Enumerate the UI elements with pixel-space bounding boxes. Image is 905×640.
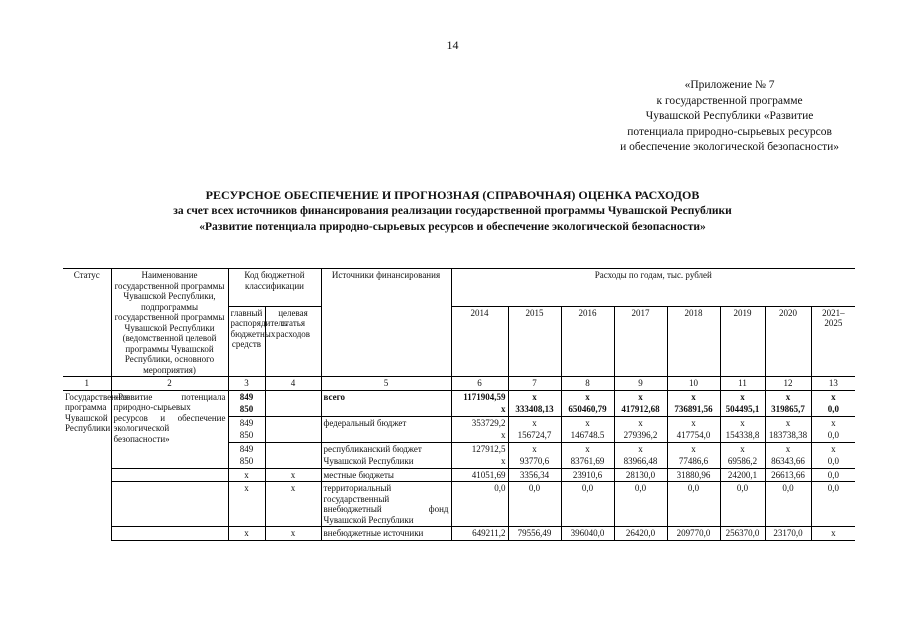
column-number: 12 [765,377,811,391]
source-cell: федеральный бюджет [321,416,451,429]
grbs-cell: x [228,482,265,527]
table-row [63,527,855,541]
value-cell: 3356,34 [508,468,561,482]
grbs-cell: 849 [228,390,265,403]
target-cell: x [265,527,321,541]
header-year: 2018 [667,306,720,376]
value-cell: 23910,6 [561,468,614,482]
value-cell: x [667,442,720,455]
appendix-line: потенциала природно-сырьевых ресурсов [627,125,832,138]
document-title [0,187,905,235]
target-cell [265,403,321,416]
header-name: Наименование государственной программы Чувашской Республики, подпрограммы государственной программы Чувашской Республики (ведомственной целевой программы Чувашской Республики, основного мероприятия) [111,269,228,377]
value-cell: x [765,390,811,403]
value-cell: x [451,403,508,416]
value-cell: x [451,429,508,442]
appendix-line: и обеспечение экологической безопасности» [620,141,839,153]
value-cell: 0,0 [811,429,855,442]
target-cell [265,442,321,455]
value-cell: x [614,390,667,403]
value-cell: 86343,66 [765,455,811,468]
value-cell: 0,0 [720,482,765,527]
value-cell: 1171904,59 [451,390,508,403]
value-cell: 0,0 [765,482,811,527]
program-name-cell [111,482,228,527]
header-code: Код бюджетной классификации [228,269,321,307]
value-cell: x [831,391,836,402]
value-cell: x [831,443,836,454]
column-number: 4 [265,377,321,391]
source-cell [321,429,451,442]
value-cell: 83966,48 [614,455,667,468]
appendix-note [620,78,839,156]
value-cell: 26613,66 [765,468,811,482]
program-name-cell [111,468,228,482]
header-year: 2015 [508,306,561,376]
value-cell: x [614,442,667,455]
value-cell: 24200,1 [720,468,765,482]
program-name-cell [111,527,228,541]
value-cell: x [508,442,561,455]
column-number: 8 [561,377,614,391]
column-number: 10 [667,377,720,391]
value-cell: x [508,416,561,429]
value-cell: x [720,442,765,455]
value-cell: 156724,7 [508,429,561,442]
header-year: 2019 [720,306,765,376]
value-cell: x [720,416,765,429]
value-cell: 31880,96 [667,468,720,482]
value-cell: 28130,0 [614,468,667,482]
value-cell: 79556,49 [508,527,561,541]
value-cell: x [561,390,614,403]
column-number-row [63,377,855,391]
grbs-cell: 850 [228,403,265,416]
header-expenses: Расходы по годам, тыс. рублей [451,269,855,307]
value-cell: 41051,69 [451,468,508,482]
value-cell: 0,0 [451,482,508,527]
value-cell: 23170,0 [765,527,811,541]
column-number: 5 [321,377,451,391]
header-row [63,269,855,307]
value-cell: 127912,5 [451,442,508,455]
value-cell: x [667,416,720,429]
column-number: 11 [720,377,765,391]
title-subtitle: «Развитие потенциала природно-сырьевых ресурсов и обеспечение экологической безопасности» [199,221,706,233]
value-cell: 396040,0 [561,527,614,541]
target-cell [265,416,321,429]
value-cell: 0,0 [561,482,614,527]
value-cell: 504495,1 [720,403,765,416]
value-cell: x [561,416,614,429]
header-status: Статус [63,269,111,377]
value-cell: x [614,416,667,429]
value-cell: 0,0 [614,482,667,527]
value-cell: x [451,455,508,468]
source-cell: территориальный государственный внебюджетный фонд Чувашской Республики [321,482,451,527]
value-cell: 0,0 [811,403,855,416]
table-row [63,482,855,527]
target-cell [265,455,321,468]
value-cell: 256370,0 [720,527,765,541]
source-cell: Чувашской Республики [321,455,451,468]
value-cell: 279396,2 [614,429,667,442]
value-cell: x [831,417,836,428]
value-cell: 183738,38 [765,429,811,442]
value-cell: 146748.5 [561,429,614,442]
header-year: 2020 [765,306,811,376]
value-cell: 649211,2 [451,527,508,541]
column-number: 9 [614,377,667,391]
value-cell: 319865,7 [765,403,811,416]
target-cell [265,390,321,403]
value-cell: 209770,0 [667,527,720,541]
value-cell: 0,0 [811,468,855,482]
header-target: целевая статья расходов [265,306,321,376]
table-row [63,390,855,403]
value-cell: x [811,527,855,541]
header-grbs: главный распорядитель бюджетных средств [228,306,265,376]
column-number: 6 [451,377,508,391]
page-number: 14 [446,38,459,52]
value-cell: 26420,0 [614,527,667,541]
grbs-cell: 849 [228,416,265,429]
title-subtitle: за счет всех источников финансирования реализации государственной программы Чувашской Республики [173,205,732,217]
value-cell: x [508,390,561,403]
source-cell: местные бюджеты [321,468,451,482]
value-cell: 0,0 [667,482,720,527]
column-number: 3 [228,377,265,391]
value-cell: 0,0 [508,482,561,527]
column-number: 7 [508,377,561,391]
title-main: РЕСУРСНОЕ ОБЕСПЕЧЕНИЕ И ПРОГНОЗНАЯ (СПРАВОЧНАЯ) ОЦЕНКА РАСХОДОВ [205,188,700,202]
column-number: 2 [111,377,228,391]
appendix-line: к государственной программе [656,94,803,107]
appendix-line: Чувашской Республики «Развитие [645,110,814,122]
value-cell: x [720,390,765,403]
value-cell: 0,0 [811,482,855,527]
target-cell [265,429,321,442]
grbs-cell: 849 [228,442,265,455]
grbs-cell: 850 [228,429,265,442]
resource-table [63,268,855,541]
source-cell: внебюджетные источники [321,527,451,541]
value-cell: 77486,6 [667,455,720,468]
value-cell: 333408,13 [508,403,561,416]
value-cell: 353729,2 [451,416,508,429]
value-cell: 736891,56 [667,403,720,416]
table-row [63,468,855,482]
value-cell: x [561,442,614,455]
target-cell: x [265,482,321,527]
source-cell [321,403,451,416]
value-cell: 154338,8 [720,429,765,442]
header-year: 2014 [451,306,508,376]
source-cell: всего [321,390,451,403]
appendix-line: «Приложение № 7 [684,79,775,91]
value-cell: 0,0 [811,455,855,468]
program-name-cell: «Развитие потенциала природно-сырьевых ресурсов и обеспечение экологической безопасности» [111,390,228,468]
source-cell: республиканский бюджет [321,442,451,455]
header-year: 2016 [561,306,614,376]
grbs-cell: x [228,468,265,482]
header-sources: Источники финансирования [321,269,451,377]
value-cell: 650460,79 [561,403,614,416]
grbs-cell: 850 [228,455,265,468]
column-number: 1 [63,377,111,391]
value-cell: x [765,416,811,429]
value-cell: 69586,2 [720,455,765,468]
value-cell: x [667,390,720,403]
status-cell: Государственная программа Чувашской Республики [63,390,111,540]
header-year: 2021–2025 [811,306,855,376]
value-cell: x [765,442,811,455]
value-cell: 417912,68 [614,403,667,416]
value-cell: 93770,6 [508,455,561,468]
grbs-cell: x [228,527,265,541]
column-number: 13 [811,377,855,391]
header-year: 2017 [614,306,667,376]
value-cell: 83761,69 [561,455,614,468]
target-cell: x [265,468,321,482]
value-cell: 417754,0 [667,429,720,442]
